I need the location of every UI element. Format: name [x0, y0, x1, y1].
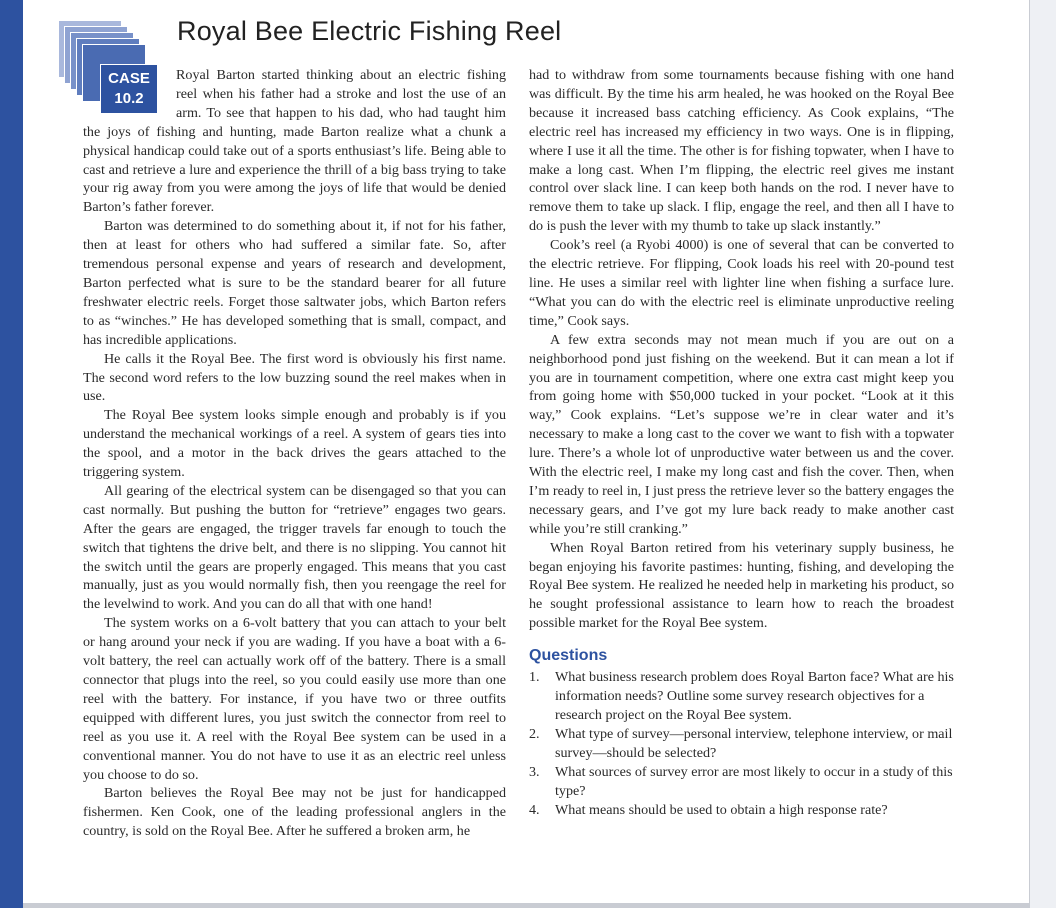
left-text-column — [83, 66, 506, 841]
paragraph: The system works on a 6-volt battery that you can attach to your belt or hang around your neck if you are wading. If you have a boat with a 6-volt battery, the reel can actually work off of the battery. There is a small connector that plugs into the reel, so you could easily use more than one reel with the battery. For instance, if you have two or three outfits equipped with different lures, you just switch the connector from reel to reel as you use it. A reel with the Royal Bee system can be used in a conventional manner. You do not have to use it as an electric reel unless you choose to do so. — [83, 615, 506, 783]
paragraph: Barton believes the Royal Bee may not be just for handicapped fishermen. Ken Cook, one of the leading professional anglers in the country, is sold on the Royal Bee. After he suffered a broken arm, he — [83, 785, 506, 840]
paragraph: All gearing of the electrical system can be disengaged so that you can cast normally. But pushing the button for “retrieve” engages two gears. After the gears are engaged, the trigger travels far enough to touch the switch that tightens the drive belt, and there is no slipping. You cannot hit the switch until the gears are properly engaged. This means that you cast manually, just as you would normally fish, then you reengage the reel for the levelwind to work. And you can do all that with one hand! — [83, 482, 506, 613]
bottom-margin-bar — [23, 903, 1030, 908]
question-item — [529, 725, 954, 763]
paragraph: The Royal Bee system looks simple enough and probably is if you understand the mechanical workings of a reel. A system of gears ties into the spool, and a motor in the back drives the gears attached to the triggering system. — [83, 407, 506, 481]
question-text: What means should be used to obtain a high response rate? — [555, 801, 888, 818]
paragraph: He calls it the Royal Bee. The first word is obviously his first name. The second word refers to the low buzzing sound the reel makes when in use. — [83, 350, 506, 405]
case-number: 10.2 — [114, 90, 144, 107]
paragraph: Cook’s reel (a Ryobi 4000) is one of several that can be converted to the electric retrieve. For flipping, Cook loads his reel with 20-pound test line. He uses a similar reel with lighter line when fishing a surface lure. “What you can do with the electric reel is eliminate unproductive reeling time,” Cook says. — [529, 237, 954, 329]
right-margin-bar — [1029, 0, 1056, 908]
paragraph: When Royal Barton retired from his veterinary supply business, he began enjoying his favorite pastimes: hunting, fishing, and developing the Royal Bee system. He realized he needed help in marketing his product, so he sought professional assistance to learn how to reach the broadest possible market for the Royal Bee system. — [529, 539, 954, 632]
question-text: What business research problem does Royal Barton face? What are his information needs? Outline some survey research objectives for a research project on the Royal Bee system. — [555, 669, 954, 723]
question-item — [529, 801, 954, 820]
question-number: 1. — [529, 669, 540, 686]
questions-list — [529, 668, 954, 819]
questions-heading: Questions — [529, 647, 608, 665]
question-text: What type of survey—personal interview, telephone interview, or mail survey—should be selected? — [555, 725, 953, 761]
question-number: 4. — [529, 801, 540, 818]
case-label: CASE — [108, 70, 150, 87]
question-number: 3. — [529, 763, 540, 780]
question-number: 2. — [529, 725, 540, 742]
paragraph: had to withdraw from some tournaments because fishing with one hand was difficult. By the time his arm healed, he was hooked on the Royal Bee because it increased bass catching efficiency. As Cook explains, “The electric reel has increased my efficiency in two ways. One is in flipping, where I use it all the time. The other is for fishing topwater, when I have to make a long cast. When I’m flipping, the electric reel gives me instant control over slack line. I can keep both hands on the rod. I never have to remove them to take up slack. I flip, engage the reel, and then all I have to do is push the lever with my thumb to take up slack instantly.” — [529, 67, 954, 235]
question-item — [529, 763, 954, 801]
question-item — [529, 668, 954, 725]
paragraph: Barton was determined to do something about it, if not for his father, then at least for others who had suffered a similar fate. So, after tremendous personal expense and years of research and development, Barton perfected what is sure to be the standard bearer for all future freshwater electric reels. Forget those saltwater jobs, which Barton refers to as “winches.” He has developed something that is small, compact, and has incredible applications. — [83, 218, 506, 348]
question-text: What sources of survey error are most likely to occur in a study of this type? — [555, 763, 953, 799]
right-text-column — [529, 66, 954, 819]
case-title: Royal Bee Electric Fishing Reel — [177, 16, 562, 46]
paragraph: A few extra seconds may not mean much if you are out on a neighborhood pond just fishing on the weekend. But it can mean a lot if you are in tournament competition, where one extra cast might keep you from going home with $50,000 tucked in your pocket. “Look at it this way,” Cook explains. “Let’s suppose we’re in clear water and it’s necessary to make a long cast to the cover we want to fish with a topwater lure. There’s a whole lot of unproductive water between us and the cover. With the electric reel, I make my long cast and fish the cover. Then, when I’m ready to reel in, I just press the retrieve lever so the battery engages the necessary gears, and I’ve got my lure back ready to make another cast while you’re still cranking.” — [529, 331, 954, 537]
paragraph: Royal Barton started thinking about an electric fishing reel when his father had a stroke and lost the use of an arm. To see that happen to his dad, who had taught him the joys of fishing and hunting, made Barton realize what a chunk a physical handicap could take out of a sports enthusiast’s life. Being able to cast and retrieve a lure and experience the thrill of a big bass trying to take your rig away from you were among the joys of life that would be denied Barton’s father forever. — [83, 67, 506, 216]
left-accent-bar — [0, 0, 23, 908]
